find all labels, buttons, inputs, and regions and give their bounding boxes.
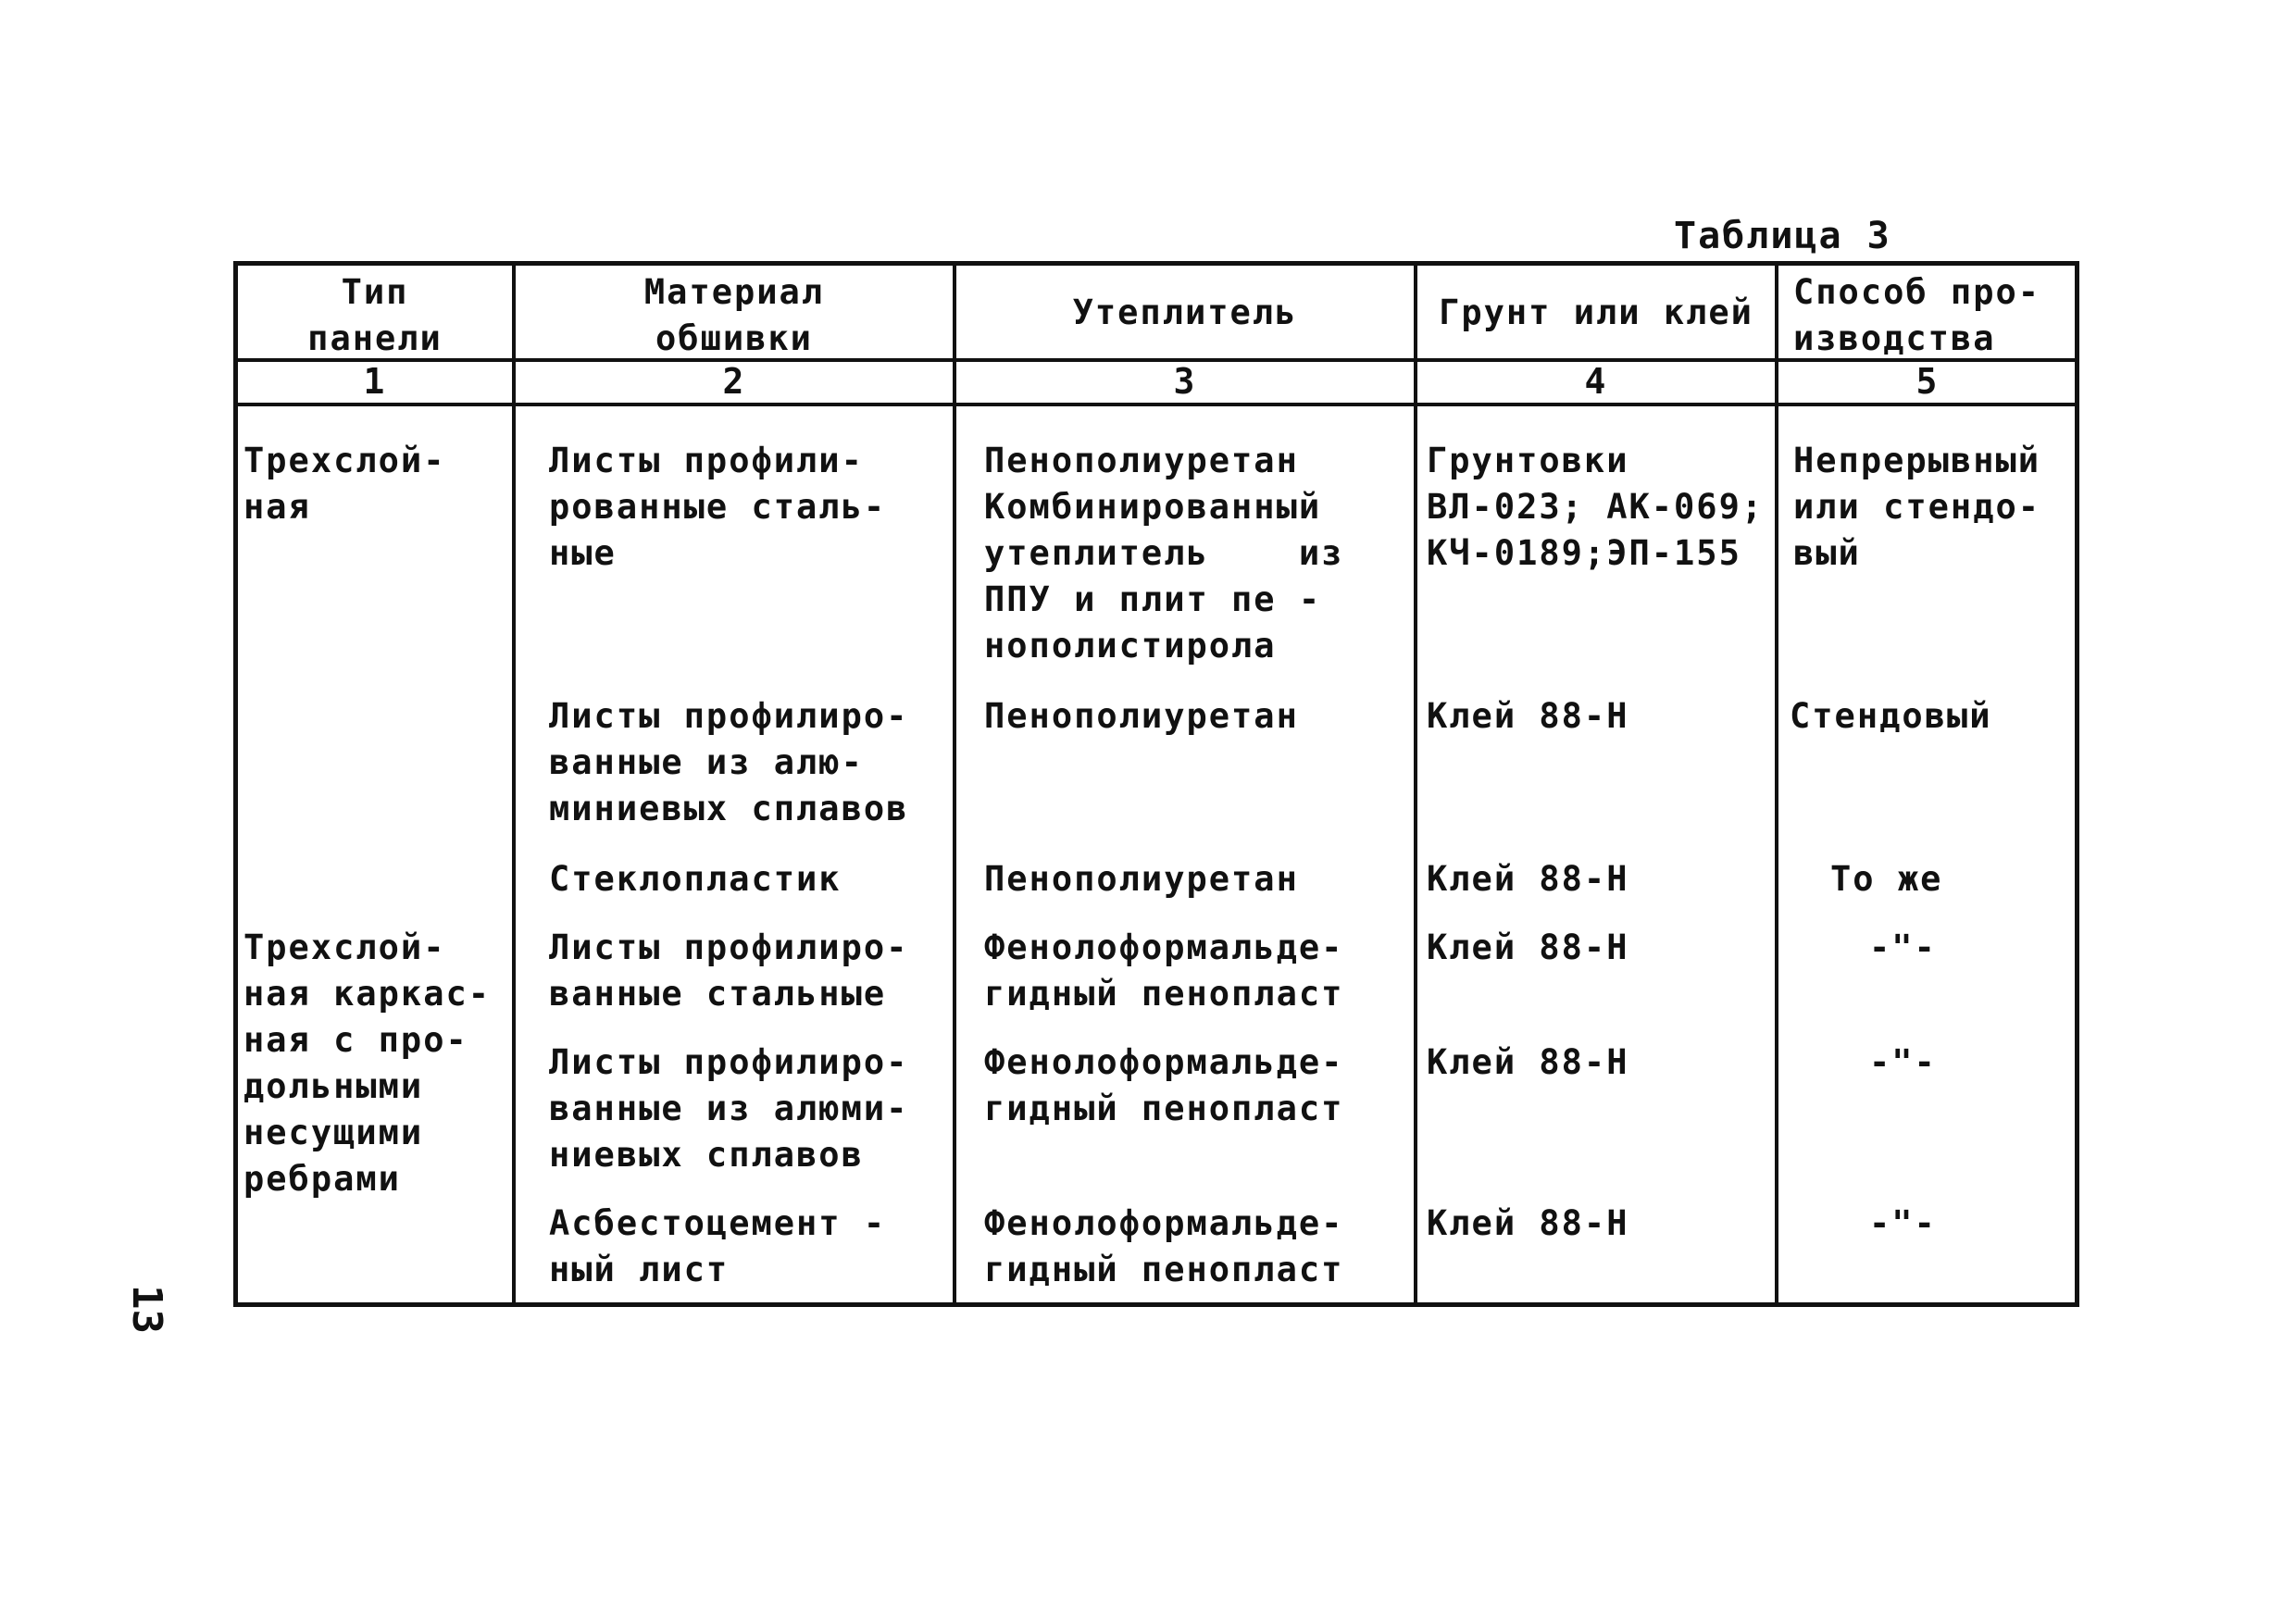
row-insulation: Пенополиуретан — [984, 696, 1299, 736]
row-insulation: Фенолоформальде- гидный пенопласт — [984, 927, 1344, 1014]
column-divider — [512, 266, 516, 1302]
row-insulation: Фенолоформальде- гидный пенопласт — [984, 1042, 1344, 1128]
row-primer: Клей 88-Н — [1427, 1203, 1629, 1243]
row-primer: Клей 88-Н — [1427, 1042, 1629, 1082]
row-method: Стендовый — [1790, 696, 1992, 736]
row-method: -"- — [1869, 1203, 1937, 1243]
row-material: Листы профилиро- ванные из алюми- ниевых сплавов — [549, 1042, 909, 1175]
header-type: Тип панели — [307, 272, 443, 358]
column-number: 1 — [363, 361, 387, 402]
data-table — [233, 261, 2079, 1307]
column-number: 5 — [1915, 361, 1940, 402]
row-primer: Клей 88-Н — [1427, 859, 1629, 899]
row-material: Листы профили- рованные сталь- ные — [549, 441, 887, 573]
row-material: Листы профилиро- ванные стальные — [549, 927, 909, 1014]
row-type: Трехслой- ная — [243, 441, 446, 527]
column-divider — [1414, 266, 1417, 1302]
row-material: Асбестоцемент - ный лист — [549, 1203, 887, 1289]
header-method: Способ про- изводства — [1793, 272, 2041, 358]
row-primer: Клей 88-Н — [1427, 927, 1629, 967]
column-number: 2 — [722, 361, 746, 402]
row-type: Трехслой- ная каркас- ная с про- дольными несущими ребрами — [243, 927, 492, 1199]
column-divider — [953, 266, 956, 1302]
row-method: -"- — [1869, 1042, 1937, 1082]
row-primer: Клей 88-Н — [1427, 696, 1629, 736]
row-insulation: Фенолоформальде- гидный пенопласт — [984, 1203, 1344, 1289]
row-insulation: Пенополиуретан Комбинированный утеплитель из ППУ и плит пе - нополистирола — [984, 441, 1344, 666]
row-material: Стеклопластик — [549, 859, 842, 899]
row-method: То же — [1830, 859, 1943, 899]
header-insulation: Утеплитель — [1072, 292, 1298, 332]
row-material: Листы профилиро- ванные из алю- миниевых сплавов — [549, 696, 909, 828]
page-number: 13 — [123, 1285, 170, 1334]
column-number: 4 — [1584, 361, 1608, 402]
header-material: Материал обшивки — [643, 272, 825, 358]
table-caption: Таблица 3 — [1674, 215, 1891, 257]
column-divider — [1775, 266, 1778, 1302]
header-primer: Грунт или клей — [1439, 292, 1753, 332]
row-method: -"- — [1869, 927, 1937, 967]
row-method: Непрерывный или стендо- вый — [1793, 441, 2041, 573]
row-primer: Грунтовки ВЛ-023; АК-069; КЧ-0189;ЭП-155 — [1427, 441, 1765, 573]
row-insulation: Пенополиуретан — [984, 859, 1299, 899]
column-number: 3 — [1173, 361, 1197, 402]
